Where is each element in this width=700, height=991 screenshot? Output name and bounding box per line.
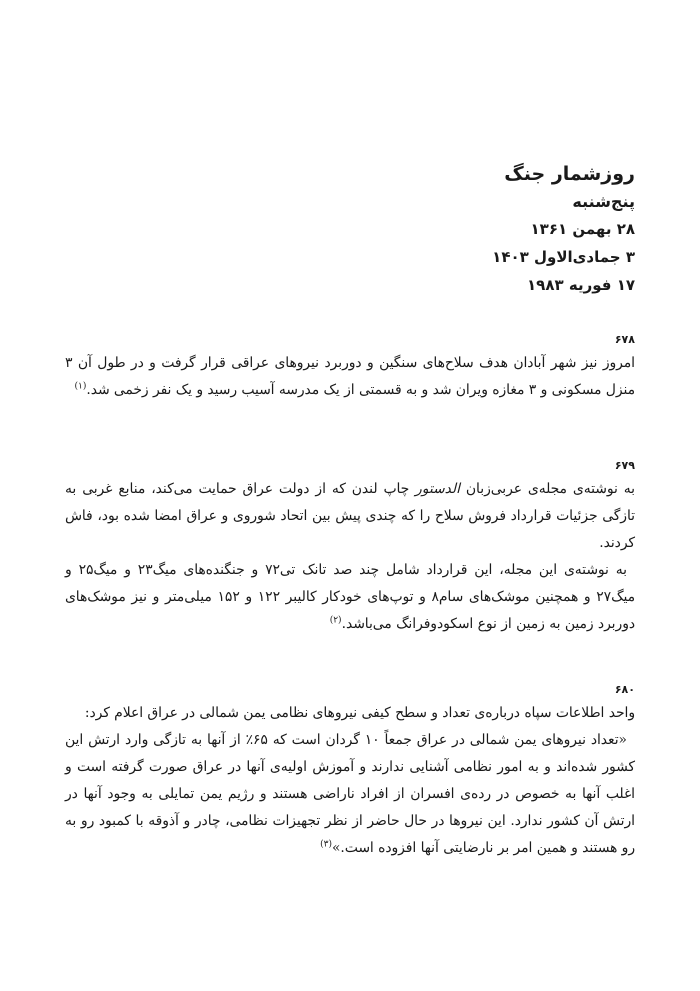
entry-paragraph (65, 727, 635, 862)
entry-paragraph (65, 350, 635, 404)
entry-680 (65, 682, 635, 862)
entry-paragraph (65, 476, 635, 557)
paragraph-text: «تعداد نیروهای یمن شمالی در عراق جمعاً ۱۰ گردان است که ۶۵٪ از آنها به تازگی وارد ارتش این کشور شده‌اند و به امور نظامی آشنایی ندارند و آموزش اولیه‌ی آنها در عراق صورت گرفته است و اغلب آنها به خصوص در رده‌ی افسران از افراد ناراضی هستند و رژیم یمن تمایلی به وجود آنها در ارتش آن کشور ندارد. این نیروها در حال حاضر از نظر تجهیزات نظامی، چادر و آذوقه با کمبود رو به رو هستند و همین امر بر نارضایتی آنها افزوده است.» (65, 732, 635, 856)
entry-paragraph (65, 557, 635, 638)
footnote-ref: (۱) (74, 381, 87, 392)
entry-678 (65, 332, 635, 404)
paragraph-text: به نوشته‌ی این مجله، این قرارداد شامل چند صد تانک تی۷۲ و جنگنده‌های میگ۲۳ و میگ۲۵ و میگ۲۷ و همچنین موشک‌های سام۸ و توپ‌های خودکار کالیبر ۱۲۲ و ۱۵۲ میلی‌متر و نیز موشک‌های دوربرد زمین به زمین از نوع اسکودوفرانگ می‌باشد. (65, 562, 635, 632)
magazine-name: الدستور (415, 481, 460, 497)
paragraph-text: چاپ لندن که از دولت عراق حمایت می‌کند، منابع غربی به تازگی جزئیات قرارداد فروش سلاح را که چندی پیش بین اتحاد شوروی و عراق امضا شده بود، فاش کردند. (65, 481, 635, 551)
entry-number: ۶۷۹ (614, 459, 635, 472)
date-lunar: ۳ جمادی‌الاول ۱۴۰۳ (492, 248, 635, 266)
entry-number: ۶۸۰ (614, 683, 635, 696)
paragraph-text: به نوشته‌ی مجله‌ی عربی‌زبان (459, 481, 635, 497)
entry-number: ۶۷۸ (614, 333, 635, 346)
paragraph-text: امروز نیز شهر آبادان هدف سلاح‌های سنگین و دوربرد نیروهای عراقی قرار گرفت و در طول آن ۳ منزل مسکونی و ۳ مغازه ویران شد و به قسمتی از یک مدرسه آسیب رسید و یک نفر زخمی شد. (65, 355, 635, 398)
page-title: روزشمار جنگ (504, 163, 635, 185)
date-solar: ۲۸ بهمن ۱۳۶۱ (530, 220, 635, 238)
footnote-ref: (۳) (320, 839, 332, 850)
entry-679 (65, 458, 635, 638)
weekday: پنج‌شنبه (572, 192, 635, 211)
date-gregorian: ۱۷ فوریه ۱۹۸۳ (527, 276, 635, 294)
footnote-ref: (۲) (329, 615, 342, 626)
date-header (492, 160, 635, 299)
entry-paragraph (65, 700, 635, 727)
paragraph-text: واحد اطلاعات سپاه درباره‌ی تعداد و سطح کیفی نیروهای نظامی یمن شمالی در عراق اعلام کرد: (84, 705, 635, 721)
